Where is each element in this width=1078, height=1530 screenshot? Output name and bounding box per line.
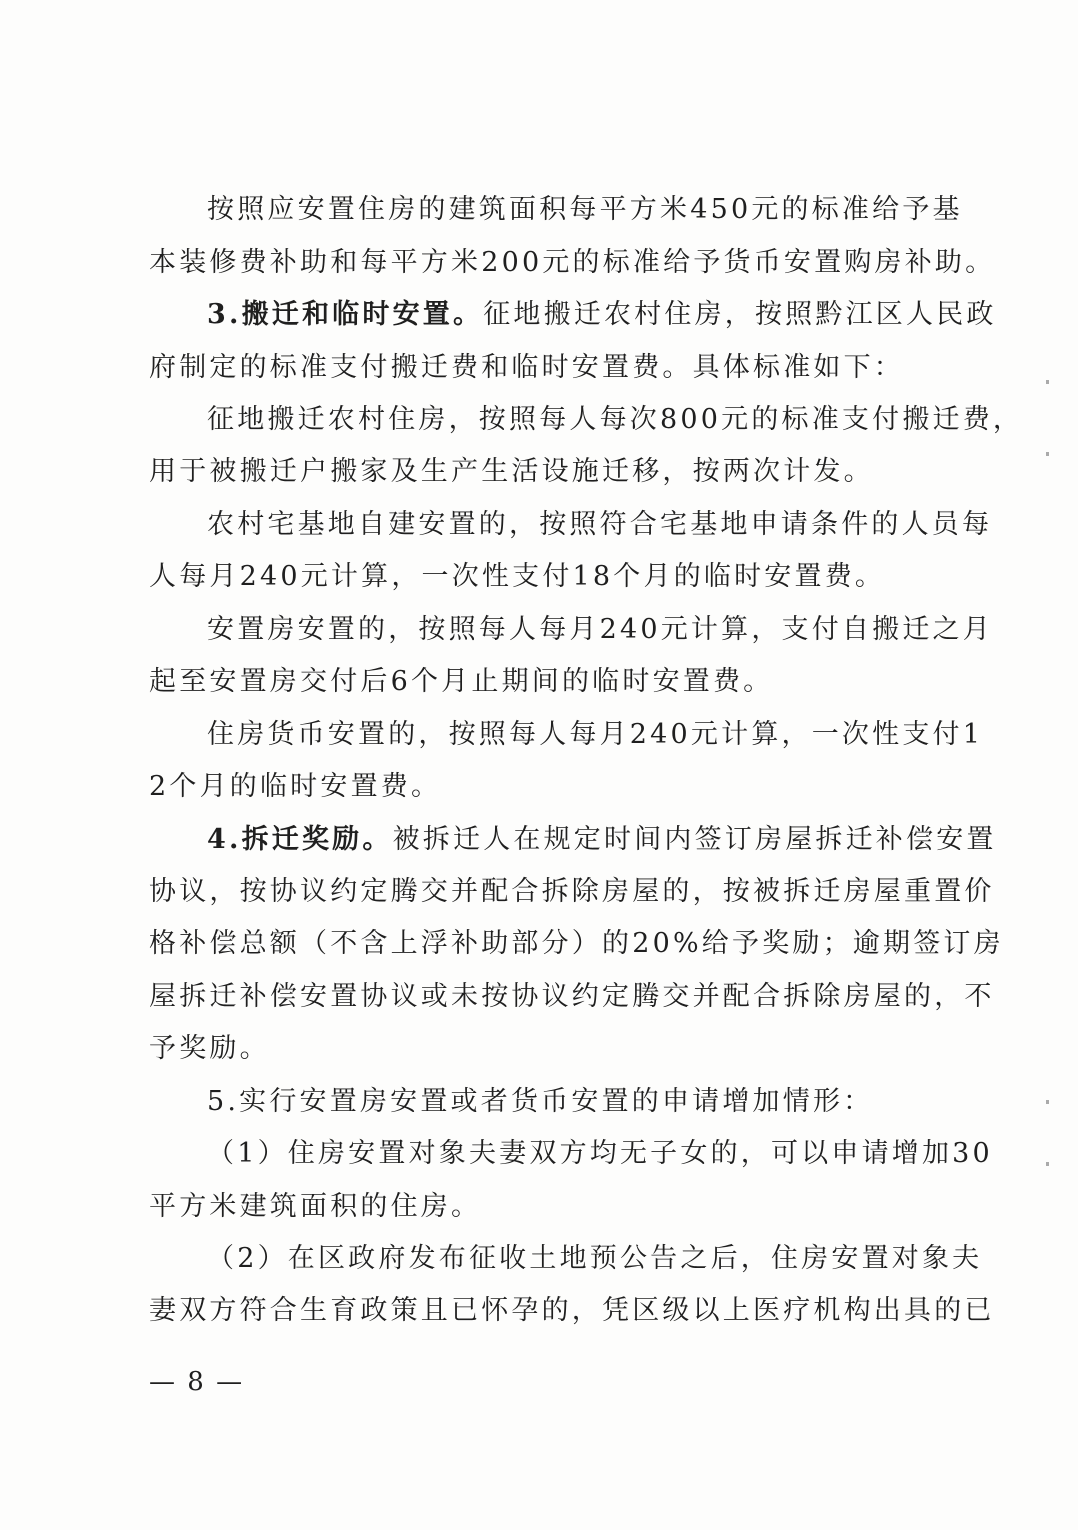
paragraph-2-line-1 <box>207 289 997 341</box>
paragraph-7-line-1 <box>207 814 997 866</box>
scan-speck <box>1046 380 1049 384</box>
paragraph-9-line-1: （1）住房安置对象夫妻双方均无子女的，可以申请增加30 <box>207 1138 993 1169</box>
paragraph-2-text: 征地搬迁农村住房，按照黔江区人民政 <box>483 299 997 330</box>
paragraph-5-line-2: 起至安置房交付后6个月止期间的临时安置费。 <box>149 666 774 697</box>
paragraph-9-line-2: 平方米建筑面积的住房。 <box>149 1191 482 1222</box>
section-heading-reward: 4.拆迁奖励。 <box>207 824 393 855</box>
paragraph-10-line-1: （2）在区政府发布征收土地预公告之后，住房安置对象夫 <box>207 1243 983 1274</box>
paragraph-3-line-2: 用于被搬迁户搬家及生产生活设施迁移，按两次计发。 <box>149 456 874 487</box>
paragraph-7-line-4: 屋拆迁补偿安置协议或未按协议约定腾交并配合拆除房屋的，不 <box>149 981 995 1012</box>
paragraph-6-line-2: 2个月的临时安置费。 <box>149 771 442 802</box>
paragraph-7-line-2: 协议，按协议约定腾交并配合拆除房屋的，按被拆迁房屋重置价 <box>149 876 995 907</box>
scan-speck <box>1046 1100 1049 1104</box>
paragraph-6-line-1: 住房货币安置的，按照每人每月240元计算，一次性支付1 <box>207 719 984 750</box>
paragraph-10-line-2: 妻双方符合生育政策且已怀孕的，凭区级以上医疗机构出具的已 <box>149 1295 995 1326</box>
paragraph-1-line-1: 按照应安置住房的建筑面积每平方米450元的标准给予基 <box>207 194 963 225</box>
paragraph-7-line-5: 予奖励。 <box>149 1033 270 1064</box>
scan-speck <box>1046 1162 1049 1166</box>
paragraph-5-line-1: 安置房安置的，按照每人每月240元计算，支付自搬迁之月 <box>207 614 993 645</box>
paragraph-3-line-1: 征地搬迁农村住房，按照每人每次800元的标准支付搬迁费， <box>207 404 1024 435</box>
scan-speck <box>1046 452 1049 456</box>
page-number: — 8 — <box>149 1367 245 1397</box>
paragraph-4-line-1: 农村宅基地自建安置的，按照符合宅基地申请条件的人员每 <box>207 509 993 540</box>
paragraph-7-text: 被拆迁人在规定时间内签订房屋拆迁补偿安置 <box>392 824 997 855</box>
paragraph-7-line-3: 格补偿总额（不含上浮补助部分）的20%给予奖励；逾期签订房 <box>149 928 1004 959</box>
paragraph-4-line-2: 人每月240元计算，一次性支付18个月的临时安置费。 <box>149 561 886 592</box>
paragraph-8-line-1: 5.实行安置房安置或者货币安置的申请增加情形： <box>207 1086 874 1117</box>
paragraph-1-line-2: 本装修费补助和每平方米200元的标准给予货币安置购房补助。 <box>149 247 996 278</box>
paragraph-2-line-2: 府制定的标准支付搬迁费和临时安置费。具体标准如下： <box>149 352 904 383</box>
section-heading-relocation: 3.搬迁和临时安置。 <box>207 299 484 330</box>
